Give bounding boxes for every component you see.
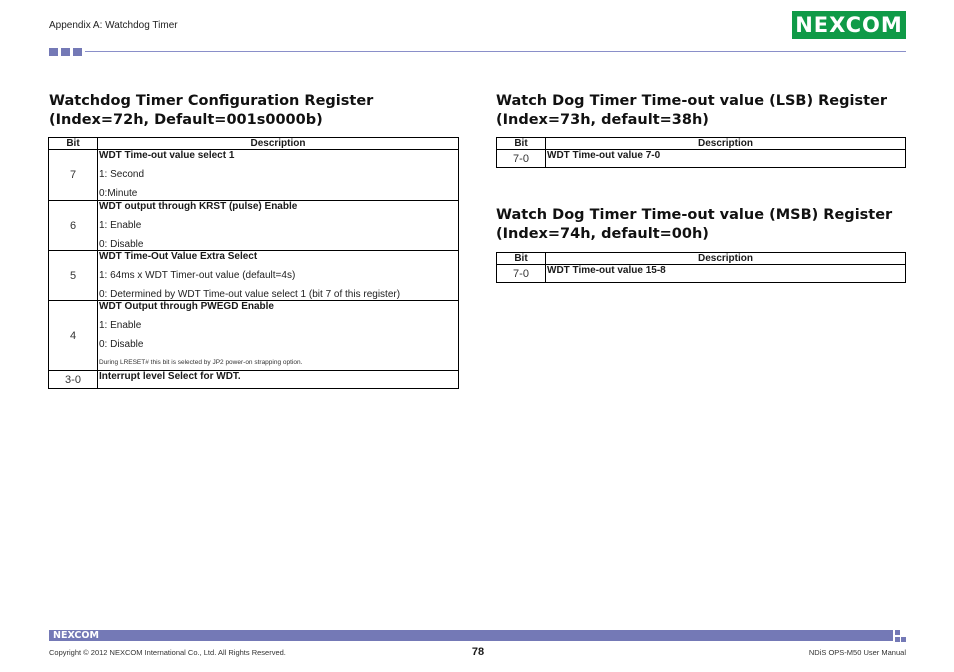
description-cell [546,265,906,283]
description-cell [98,251,459,301]
row-title: WDT Time-out value select 1 [99,150,235,161]
row-line: 0:Minute [99,188,138,199]
table-row [49,150,459,201]
copyright-text: Copyright © 2012 NEXCOM International Co., Ltd. All Rights Reserved. [49,648,286,657]
col-bit-header: Bit [497,138,546,150]
table-header-row [49,138,459,150]
bit-cell: 7-0 [497,150,546,168]
table-row [497,265,906,283]
logo-text: NEXCOM [795,13,903,37]
col-description-header: Description [98,138,459,150]
table-row [49,251,459,301]
header-divider [85,51,906,52]
row-title: WDT Output through PWEGD Enable [99,301,274,312]
table-row [49,301,459,371]
manual-title: NDiS OPS-M50 User Manual [808,648,906,657]
table-row [49,201,459,251]
bit-cell: 7-0 [497,265,546,283]
bit-cell: 5 [49,251,98,301]
row-line: 1: Second [99,169,145,180]
lsb-register-table [496,137,906,168]
row-title: WDT Time-out value 15-8 [547,265,666,276]
row-line: 1: Enable [99,320,142,331]
col-bit-header: Bit [497,253,546,265]
row-line: 1: 64ms x WDT Timer-out value (default=4s) [99,270,296,281]
msb-register-table [496,252,906,283]
footer-square-icon [895,637,900,642]
section-header: Appendix A: Watchdog Timer [49,20,178,31]
config-register-title-2: (Index=72h, Default=001s0000b) [49,112,323,128]
row-title: WDT Time-Out Value Extra Select [99,251,258,262]
row-title: WDT Time-out value 7-0 [547,150,661,161]
description-cell [98,201,459,251]
description-cell [546,150,906,168]
row-title: WDT output through KRST (pulse) Enable [99,201,298,212]
description-cell [98,150,459,201]
lsb-register-title-1: Watch Dog Timer Time-out value (LSB) Register [496,93,888,109]
bit-cell: 4 [49,301,98,371]
table-header-row [497,253,906,265]
msb-register-title-2: (Index=74h, default=00h) [496,226,709,242]
row-title: Interrupt level Select for WDT. [99,371,241,382]
bit-cell: 3-0 [49,371,98,389]
table-row [49,371,459,389]
col-description-header: Description [546,253,906,265]
row-note: During LRESET# this bit is selected by JP2 power-on strapping option. [99,359,303,366]
header-square-icon [49,48,58,56]
col-bit-header: Bit [49,138,98,150]
page-number: 78 [471,646,485,658]
msb-register-heading [496,206,892,244]
footer-square-icon [901,637,906,642]
footer-logo: NEXCOM [53,630,99,641]
description-cell [98,371,459,389]
header-square-icon [61,48,70,56]
description-cell [98,301,459,371]
header-square-icon [73,48,82,56]
config-register-table [48,137,459,389]
footer-square-icon [895,630,900,635]
config-register-title-1: Watchdog Timer Configuration Register [49,93,374,109]
bit-cell: 7 [49,150,98,201]
config-register-heading [49,92,373,130]
footer-bar [49,630,893,641]
table-header-row [497,138,906,150]
lsb-register-title-2: (Index=73h, default=38h) [496,112,709,128]
table-row [497,150,906,168]
row-line: 0: Determined by WDT Time-out value select 1 (bit 7 of this register) [99,289,401,300]
nexcom-logo [792,11,906,39]
bit-cell: 6 [49,201,98,251]
row-line: 0: Disable [99,339,144,350]
row-line: 0: Disable [99,239,144,250]
lsb-register-heading [496,92,887,130]
msb-register-title-1: Watch Dog Timer Time-out value (MSB) Register [496,207,893,223]
col-description-header: Description [546,138,906,150]
row-line: 1: Enable [99,220,142,231]
